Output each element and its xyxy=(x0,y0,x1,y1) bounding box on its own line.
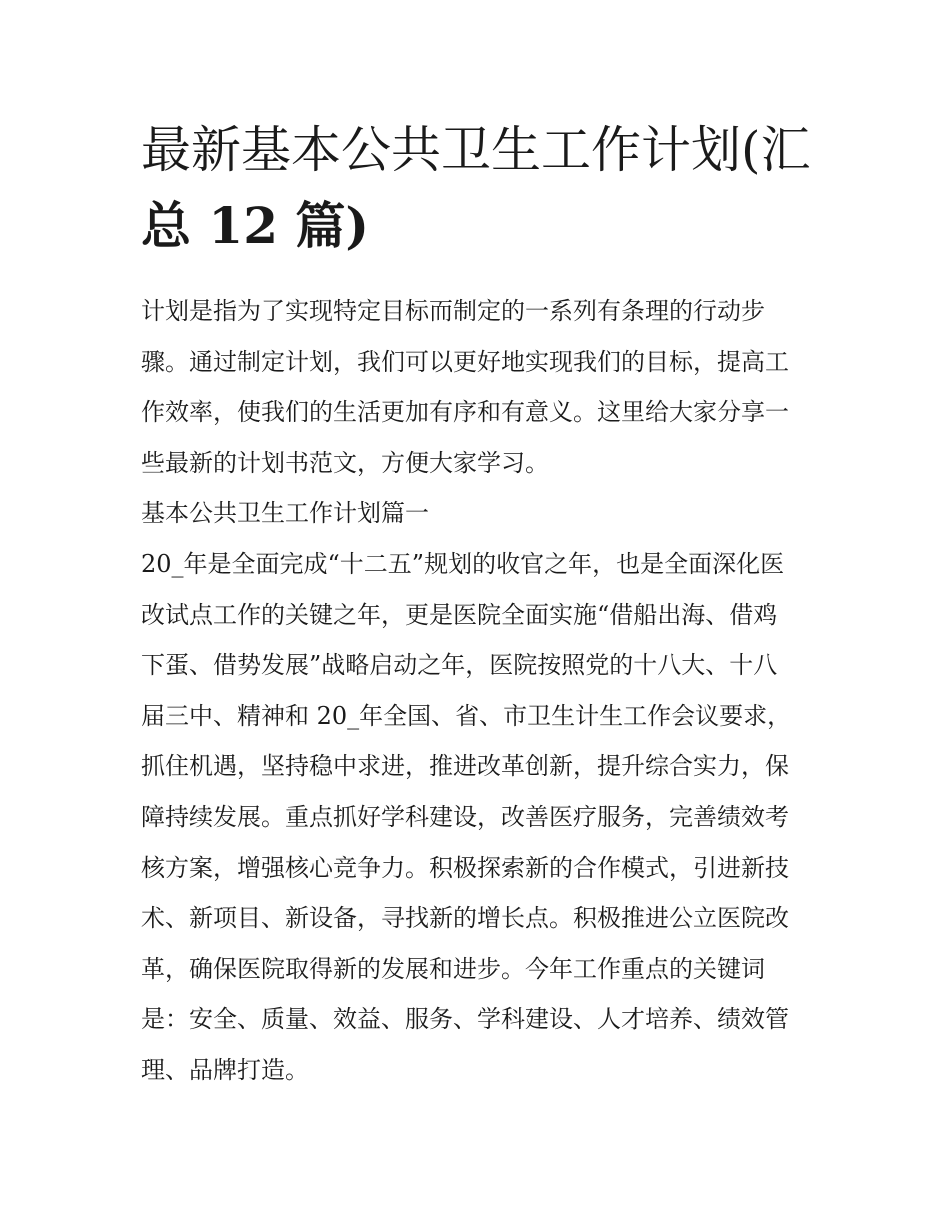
text-line: 革，确保医院取得新的发展和进步。今年工作重点的关键词 xyxy=(141,954,765,983)
text-line: 抓住机遇，坚持稳中求进，推进改革创新，提升综合实力，保 xyxy=(141,752,789,781)
text-line: 作效率，使我们的生活更加有序和有意义。这里给大家分享一 xyxy=(141,398,789,427)
title-line: 最新基本公共卫生工作计划(汇 xyxy=(141,121,811,179)
text-line: 改试点工作的关键之年，更是医院全面实施“借船出海、借鸡 xyxy=(141,600,778,629)
text-line: 20_年是全面完成“十二五”规划的收官之年，也是全面深化医 xyxy=(141,549,785,578)
section-heading-block xyxy=(141,488,813,539)
text-line: 理、品牌打造。 xyxy=(141,1055,309,1084)
title-line: 总 12 篇) xyxy=(141,196,370,255)
document-page xyxy=(141,112,813,1096)
text-line: 些最新的计划书范文，方便大家学习。 xyxy=(141,448,549,477)
intro-paragraph xyxy=(141,286,813,488)
text-line: 核方案，增强核心竞争力。积极探索新的合作模式，引进新技 xyxy=(141,853,789,882)
text-line: 下蛋、借势发展”战略启动之年，医院按照党的十八大、十八 xyxy=(141,651,778,680)
section-heading: 基本公共卫生工作计划篇一 xyxy=(141,499,429,528)
text-line: 障持续发展。重点抓好学科建设，改善医疗服务，完善绩效考 xyxy=(141,802,789,831)
text-line: 术、新项目、新设备，寻找新的增长点。积极推进公立医院改 xyxy=(141,904,789,933)
text-line: 是：安全、质量、效益、服务、学科建设、人才培养、绩效管 xyxy=(141,1005,789,1034)
body-paragraph xyxy=(141,539,813,1096)
text-line: 骤。通过制定计划，我们可以更好地实现我们的目标，提高工 xyxy=(141,347,789,376)
text-line: 计划是指为了实现特定目标而制定的一系列有条理的行动步 xyxy=(141,297,765,325)
document-title xyxy=(141,112,813,264)
text-line: 届三中、精神和 20_年全国、省、市卫生计生工作会议要求， xyxy=(141,701,792,730)
